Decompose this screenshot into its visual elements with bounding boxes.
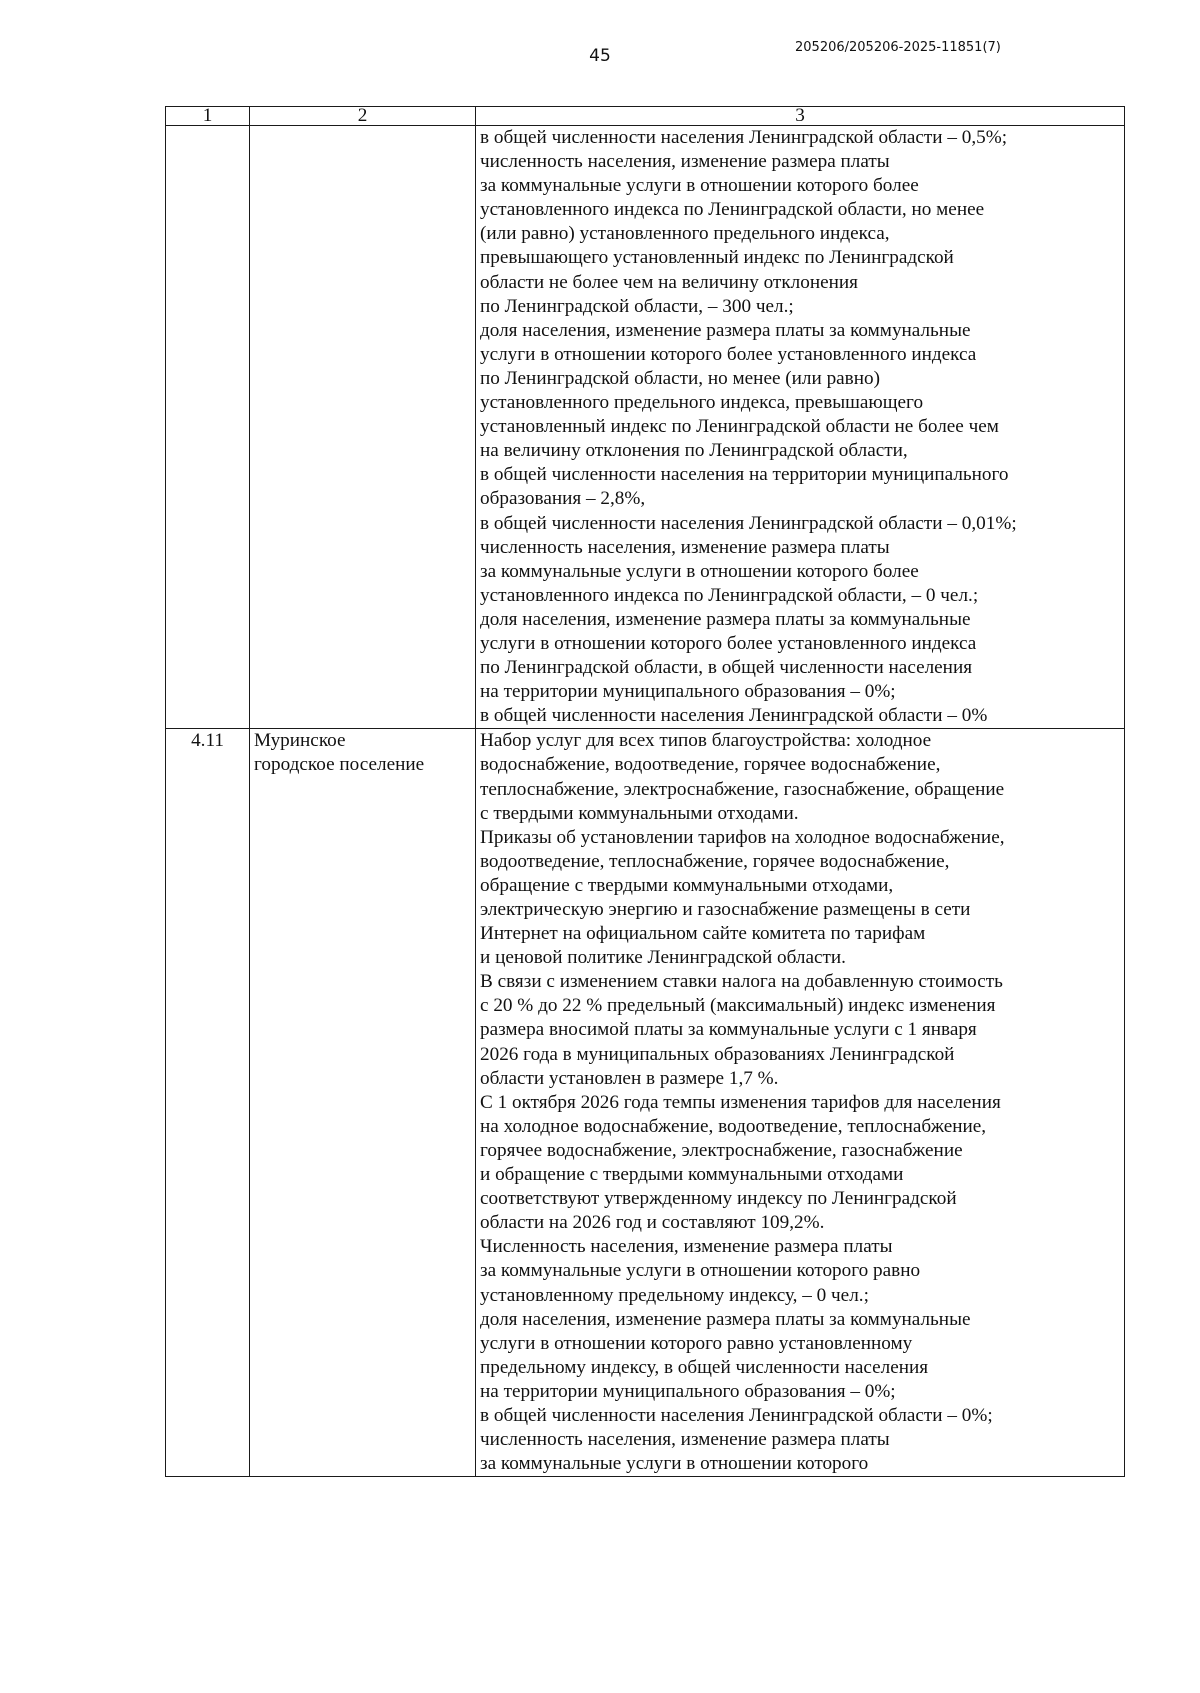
text-line: численность населения, изменение размера платы bbox=[480, 1429, 890, 1451]
text-line: Муринское bbox=[254, 730, 346, 752]
text-line: 2026 года в муниципальных образованиях Ленинградской bbox=[480, 1043, 955, 1065]
text-line: теплоснабжение, электроснабжение, газоснабжение, обращение bbox=[480, 778, 1005, 800]
page-number: 45 bbox=[589, 46, 611, 66]
text-line: соответствуют утвержденному индексу по Ленинградской bbox=[480, 1188, 957, 1210]
text-line: В связи с изменением ставки налога на добавленную стоимость bbox=[480, 971, 1003, 993]
data-table bbox=[165, 106, 1125, 1477]
text-line: Набор услуг для всех типов благоустройства: холодное bbox=[480, 730, 932, 752]
text-line: установленного индекса по Ленинградской области, но менее bbox=[480, 199, 985, 221]
document-id: 205206/205206-2025-11851(7) bbox=[795, 40, 1001, 55]
text-line: доля населения, изменение размера платы за коммунальные bbox=[480, 319, 971, 341]
text-line: области не более чем на величину отклонения bbox=[480, 271, 858, 293]
text-line: установленному предельному индексу, – 0 чел.; bbox=[480, 1284, 869, 1306]
text-line: численность населения, изменение размера платы bbox=[480, 151, 890, 173]
row-text bbox=[476, 126, 1125, 729]
text-line: за коммунальные услуги в отношении которого более bbox=[480, 560, 919, 582]
text-line: Численность населения, изменение размера платы bbox=[480, 1236, 893, 1258]
text-line: по Ленинградской области, в общей численности населения bbox=[480, 657, 973, 679]
row-number: 4.11 bbox=[166, 729, 250, 1477]
text-line: в общей численности населения Ленинградской области – 0,01%; bbox=[480, 512, 1017, 534]
text-line: на территории муниципального образования – 0%; bbox=[480, 681, 896, 703]
text-line: и ценовой политике Ленинградской области. bbox=[480, 947, 846, 969]
text-line: с 20 % до 22 % предельный (максимальный) индекс изменения bbox=[480, 995, 996, 1017]
column-header: 1 bbox=[166, 107, 250, 126]
text-line: установленного предельного индекса, превышающего bbox=[480, 392, 924, 414]
text-line: в общей численности населения Ленинградской области – 0%; bbox=[480, 1404, 993, 1426]
text-line: размера вносимой платы за коммунальные услуги с 1 января bbox=[480, 1019, 977, 1041]
text-line: установленного индекса по Ленинградской области, – 0 чел.; bbox=[480, 584, 979, 606]
text-line: по Ленинградской области, – 300 чел.; bbox=[480, 295, 794, 317]
text-line: на холодное водоснабжение, водоотведение, теплоснабжение, bbox=[480, 1115, 987, 1137]
text-line: на величину отклонения по Ленинградской области, bbox=[480, 440, 908, 462]
text-line: услуги в отношении которого равно установленному bbox=[480, 1332, 913, 1354]
text-line: (или равно) установленного предельного индекса, bbox=[480, 223, 890, 245]
text-line: Интернет на официальном сайте комитета по тарифам bbox=[480, 923, 926, 945]
text-line: доля населения, изменение размера платы за коммунальные bbox=[480, 608, 971, 630]
text-line: области на 2026 год и составляют 109,2%. bbox=[480, 1212, 825, 1234]
text-line: за коммунальные услуги в отношении которого более bbox=[480, 175, 919, 197]
row-name bbox=[250, 126, 476, 729]
text-line: услуги в отношении которого более установленного индекса bbox=[480, 343, 977, 365]
text-line: установленный индекс по Ленинградской области не более чем bbox=[480, 416, 999, 438]
text-line: по Ленинградской области, но менее (или равно) bbox=[480, 367, 880, 389]
row-text bbox=[476, 729, 1125, 1477]
text-line: водоотведение, теплоснабжение, горячее водоснабжение, bbox=[480, 850, 950, 872]
text-line: Приказы об установлении тарифов на холодное водоснабжение, bbox=[480, 826, 1005, 848]
table-row bbox=[166, 729, 1125, 1477]
text-line: образования – 2,8%, bbox=[480, 488, 646, 510]
text-line: в общей численности населения Ленинградской области – 0,5%; bbox=[480, 127, 1008, 148]
text-line: предельному индексу, в общей численности населения bbox=[480, 1356, 929, 1378]
text-line: на территории муниципального образования – 0%; bbox=[480, 1380, 896, 1402]
text-line: за коммунальные услуги в отношении которого bbox=[480, 1453, 869, 1475]
text-line: области установлен в размере 1,7 %. bbox=[480, 1067, 779, 1089]
row-number bbox=[166, 126, 250, 729]
column-header: 2 bbox=[250, 107, 476, 126]
text-line: и обращение с твердыми коммунальными отходами bbox=[480, 1164, 904, 1186]
text-line: численность населения, изменение размера платы bbox=[480, 536, 890, 558]
text-line: в общей численности населения Ленинградской области – 0% bbox=[480, 705, 988, 727]
text-line: электрическую энергию и газоснабжение размещены в сети bbox=[480, 899, 971, 920]
text-line: с твердыми коммунальными отходами. bbox=[480, 802, 799, 824]
text-line: водоснабжение, водоотведение, горячее водоснабжение, bbox=[480, 754, 941, 776]
column-header: 3 bbox=[476, 107, 1125, 126]
text-line: за коммунальные услуги в отношении которого равно bbox=[480, 1260, 921, 1282]
text-line: доля населения, изменение размера платы за коммунальные bbox=[480, 1308, 971, 1330]
row-name bbox=[250, 729, 476, 1477]
text-line: городское поселение bbox=[254, 754, 425, 776]
text-line: в общей численности населения на территории муниципального bbox=[480, 464, 1009, 486]
table-header-row bbox=[166, 107, 1125, 126]
text-line: С 1 октября 2026 года темпы изменения тарифов для населения bbox=[480, 1091, 1001, 1113]
table-row bbox=[166, 126, 1125, 729]
text-line: обращение с твердыми коммунальными отходами, bbox=[480, 874, 894, 896]
text-line: горячее водоснабжение, электроснабжение, газоснабжение bbox=[480, 1139, 963, 1161]
text-line: услуги в отношении которого более установленного индекса bbox=[480, 632, 977, 654]
text-line: превышающего установленный индекс по Ленинградской bbox=[480, 247, 954, 269]
